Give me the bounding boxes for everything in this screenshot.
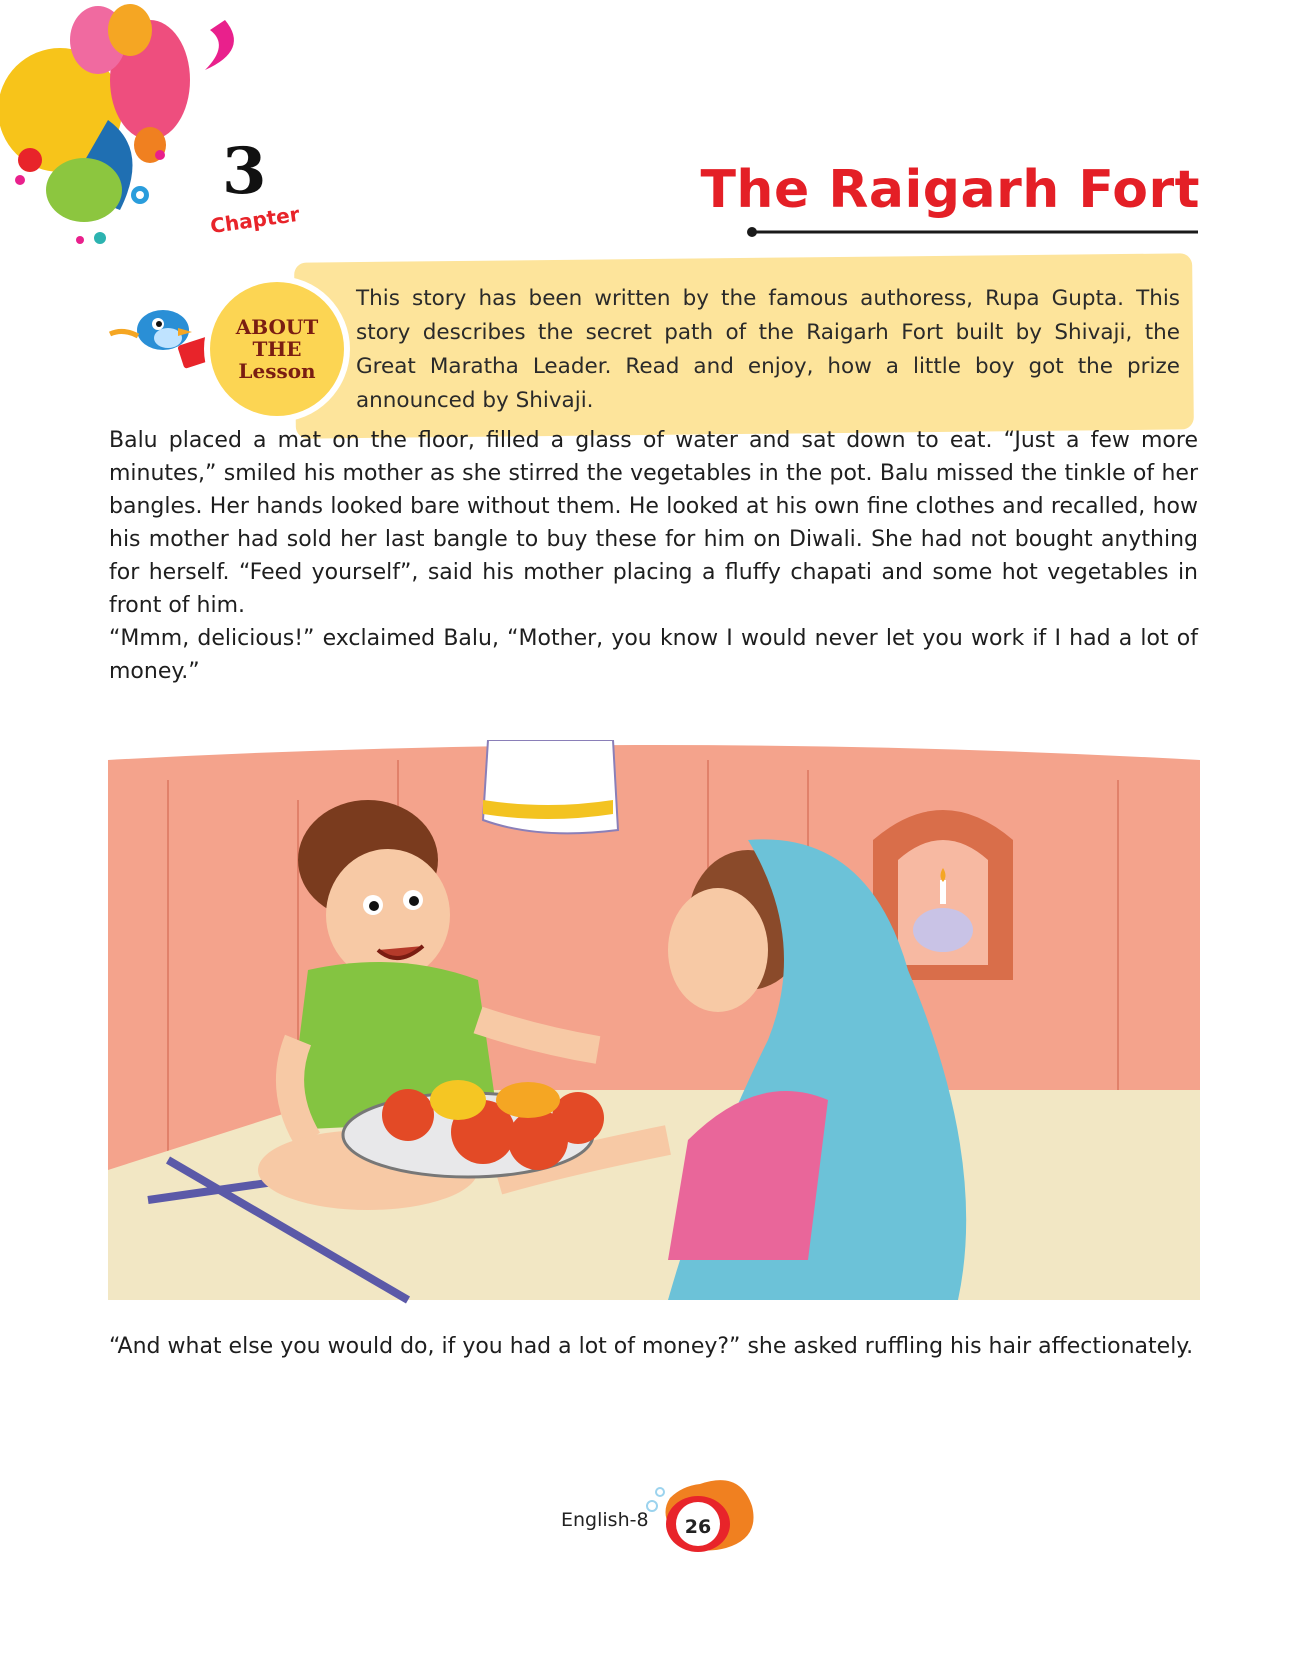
badge-line-the: THE — [252, 337, 302, 361]
chapter-title: The Raigarh Fort — [700, 160, 1200, 220]
story-paragraph-2: “Mmm, delicious!” exclaimed Balu, “Mother, you know I would never let you work if I had a lot of money.” — [109, 626, 1198, 684]
story-paragraph-1: Balu placed a mat on the floor, filled a glass of water and sat down to eat. “Just a few more minutes,” smiled his mother as she stirred the vegetables in the pot. Balu missed the tinkle of her bangles. Her hands looked bare without them. He looked at his own fine clothes and recalled, how his mother had sold her last bangle to buy these for him on Diwali. She had not bought anything for herself. “Feed yourself”, said his mother placing a fluffy chapati and some hot vegetables in front of him. — [109, 428, 1198, 618]
page-number: 26 — [684, 1516, 712, 1538]
chapter-label: Chapter — [208, 201, 301, 239]
badge-line-lesson: Lesson — [238, 359, 316, 383]
story-illustration — [108, 740, 1200, 1350]
title-underline — [746, 226, 1198, 238]
book-label: English-8 — [561, 1509, 649, 1531]
chapter-number: 3 — [222, 134, 267, 209]
about-lesson-text: This story has been written by the famous authoress, Rupa Gupta. This story describes the secret path of the Raigarh Fort built by Shivaji, the Great Maratha Leader. Read and enjoy, how a little boy got the prize announced by Shivaji. — [356, 286, 1180, 413]
story-paragraph-3: “And what else you would do, if you had a lot of money?” she asked ruffling his hair affectionately. — [109, 1334, 1194, 1359]
badge-line-about: ABOUT — [235, 315, 319, 339]
about-lesson-badge — [210, 282, 344, 416]
